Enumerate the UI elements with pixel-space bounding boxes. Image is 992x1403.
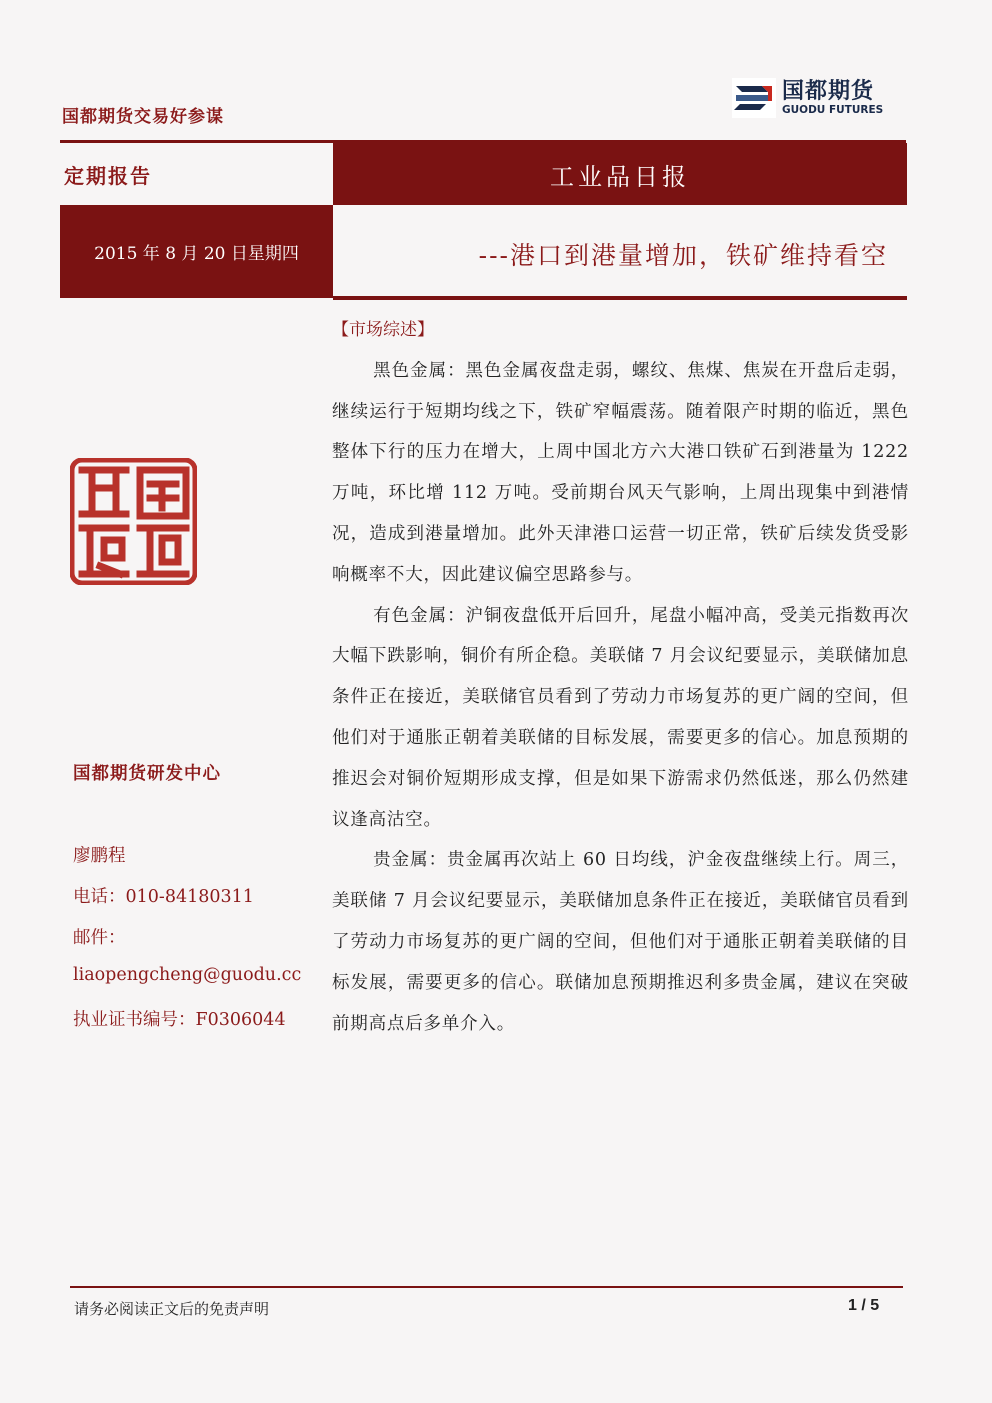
date-band [60, 205, 333, 298]
page-number: 1 / 5 [848, 1297, 880, 1314]
research-center: 国都期货研发中心 [73, 764, 221, 784]
company-seal-icon [70, 458, 197, 585]
disclaimer-note: 请务必阅读正文后的免责声明 [74, 1300, 270, 1318]
footer-rule [70, 1286, 903, 1288]
title-band [333, 143, 907, 205]
analyst-email-label: 邮件： [73, 928, 126, 948]
analyst-email-link[interactable]: liaopengcheng@guodu.cc [73, 965, 302, 985]
company-logo [732, 76, 910, 120]
report-type: 定期报告 [64, 164, 152, 188]
analyst-phone: 电话：010-84180311 [73, 887, 254, 907]
paragraph-ferrous: 黑色金属：黑色金属夜盘走弱，螺纹、焦煤、焦炭在开盘后走弱，继续运行于短期均线之下，铁矿窄幅震荡。随着限产时期的临近，黑色整体下行的压力在增大，上周中国北方六大港口铁矿石到港量为 1222 万吨，环比增 112 万吨。受前期台风天气影响，上周出现集中到港情况，造成到港量增加。此外天津港口运营一切正常，铁矿后续发货受影响概率不大，因此建议偏空思路参与。 [332, 360, 909, 585]
analyst-certificate: 执业证书编号：F0306044 [73, 1010, 286, 1030]
subtitle-rule [333, 296, 907, 300]
logo-chinese-name: 国都期货 [782, 78, 875, 104]
paragraph-nonferrous: 有色金属：沪铜夜盘低开后回升，尾盘小幅冲高，受美元指数再次大幅下跌影响，铜价有所企稳。美联储 7 月会议纪要显示，美联储加息条件正在接近，美联储官员看到了劳动力市场复苏的更广阔的空间，但他们对于通胀正朝着美联储的目标发展，需要更多的信心。加息预期的推迟会对铜价短期形成支撑，但是如果下游需求仍然低迷，那么仍然建议逢高沽空。 [332, 605, 909, 830]
guodu-logo-icon [732, 78, 776, 118]
report-body [332, 310, 909, 1044]
header-slogan: 国都期货交易好参谋 [62, 107, 224, 127]
paragraph-precious: 贵金属：贵金属再次站上 60 日均线，沪金夜盘继续上行。周三，美联储 7 月会议纪要显示，美联储加息条件正在接近，美联储官员看到了劳动力市场复苏的更广阔的空间，但他们对于通胀正朝着美联储的目标发展，需要更多的信心。联储加息预期推迟利多贵金属，建议在突破前期高点后多单介入。 [332, 850, 909, 1034]
report-subtitle: ---港口到港量增加，铁矿维持看空 [478, 241, 888, 270]
report-title: 工业品日报 [550, 162, 690, 191]
logo-english-name: GUODU FUTURES [782, 103, 884, 116]
section-title: 【市场综述】 [332, 320, 434, 340]
report-date: 2015 年 8 月 20 日星期四 [94, 244, 299, 264]
analyst-name: 廖鹏程 [73, 846, 126, 866]
